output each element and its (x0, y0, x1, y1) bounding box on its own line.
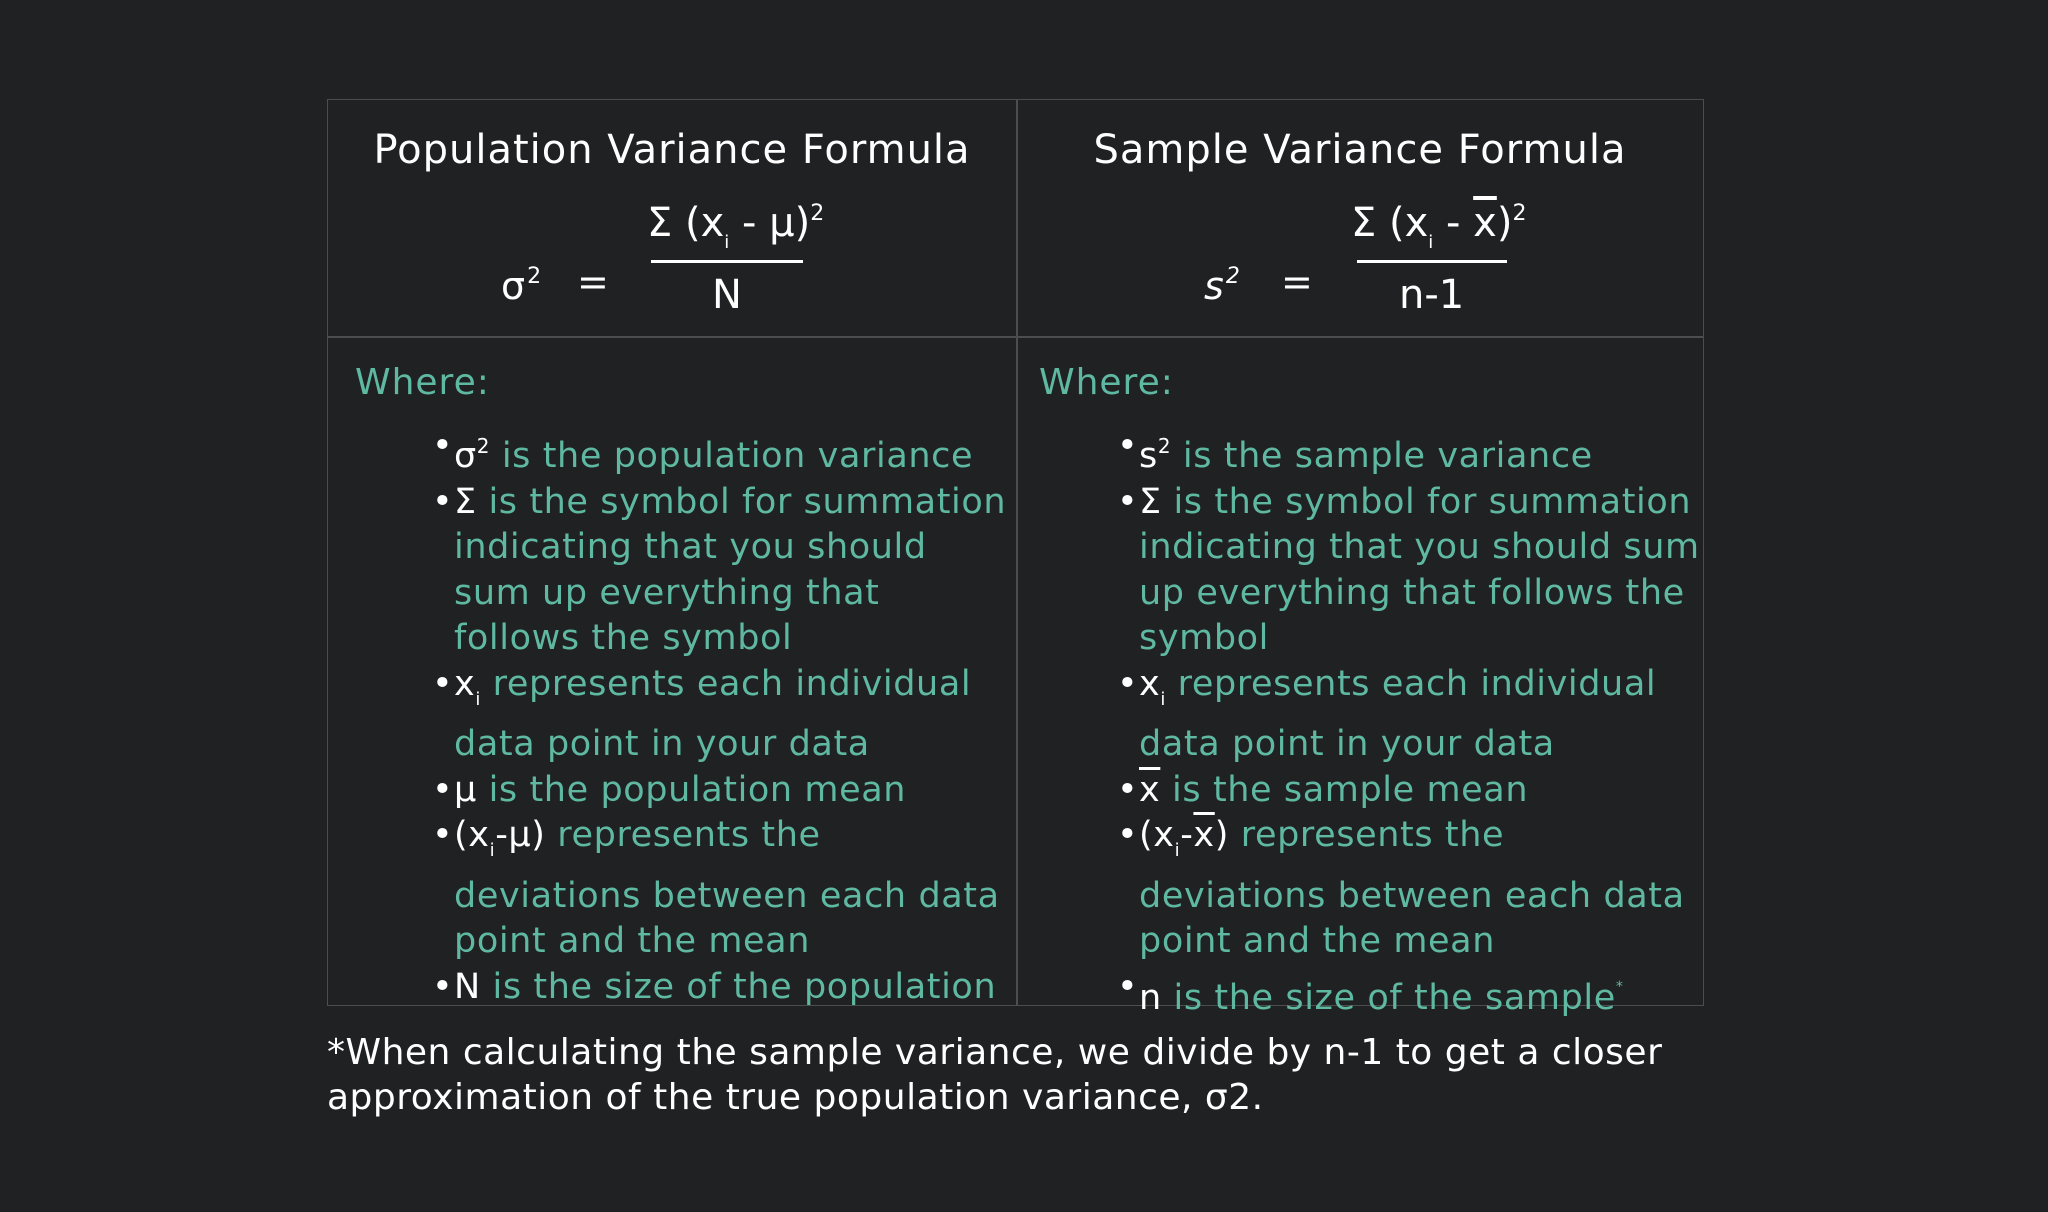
list-item: • $x_i$ represents each individual data point in your data (1117, 663, 1657, 764)
list-item: • $\overline{x}$ is the sample mean (1117, 769, 1529, 810)
population-where-label: Where: (355, 362, 490, 403)
list-item: • N is the size of the population (432, 966, 997, 1007)
sample-definitions (1117, 424, 1702, 1021)
list-item: • $(x_i-\overline{x})$ represents the deviations between each data point and the mean (1117, 815, 1685, 961)
list-item: • $s^2$ is the sample variance (1117, 426, 1593, 476)
list-item: • Σ is the symbol for summation indicating that you should sum up everything that follows the symbol (1117, 481, 1700, 658)
list-item: • $x_i$ represents each individual data point in your data (432, 663, 972, 764)
sample-denominator: n-1 (1399, 272, 1465, 318)
sample-title: Sample Variance Formula (1093, 127, 1627, 173)
sample-where-label: Where: (1039, 362, 1174, 403)
sample-numerator: Σ $(x_i - \overline{x})^2$ (1351, 200, 1527, 253)
population-denominator: N (712, 272, 742, 318)
variance-table (327, 99, 1704, 1018)
population-equals: = (577, 260, 609, 304)
sample-lhs: $s^2$ (1204, 264, 1240, 308)
population-lhs: $\sigma^2$ (501, 264, 542, 308)
population-definitions (432, 424, 1012, 1010)
sample-equals: = (1281, 260, 1313, 304)
column-divider (1016, 100, 1018, 1005)
list-item: • $(x_i-\mu)$ represents the deviations between each data point and the mean (432, 815, 1000, 961)
list-item: • μ is the population mean (432, 769, 907, 810)
population-numerator: Σ $(x_i - \mu)^2$ (647, 200, 825, 253)
row-divider (328, 336, 1703, 338)
population-fraction-bar (651, 260, 803, 263)
list-item: • $\sigma^2$ is the population variance (432, 426, 974, 476)
population-title: Population Variance Formula (373, 127, 971, 173)
footnote: *When calculating the sample variance, we divide by n-1 to get a closer approximation of the true population variance, σ2. (327, 1032, 1663, 1118)
list-item: • n is the size of the sample* (1117, 966, 1624, 1018)
sample-fraction-bar (1357, 260, 1507, 263)
list-item: • Σ is the symbol for summation indicating that you should sum up everything that follows the symbol (432, 481, 1007, 658)
